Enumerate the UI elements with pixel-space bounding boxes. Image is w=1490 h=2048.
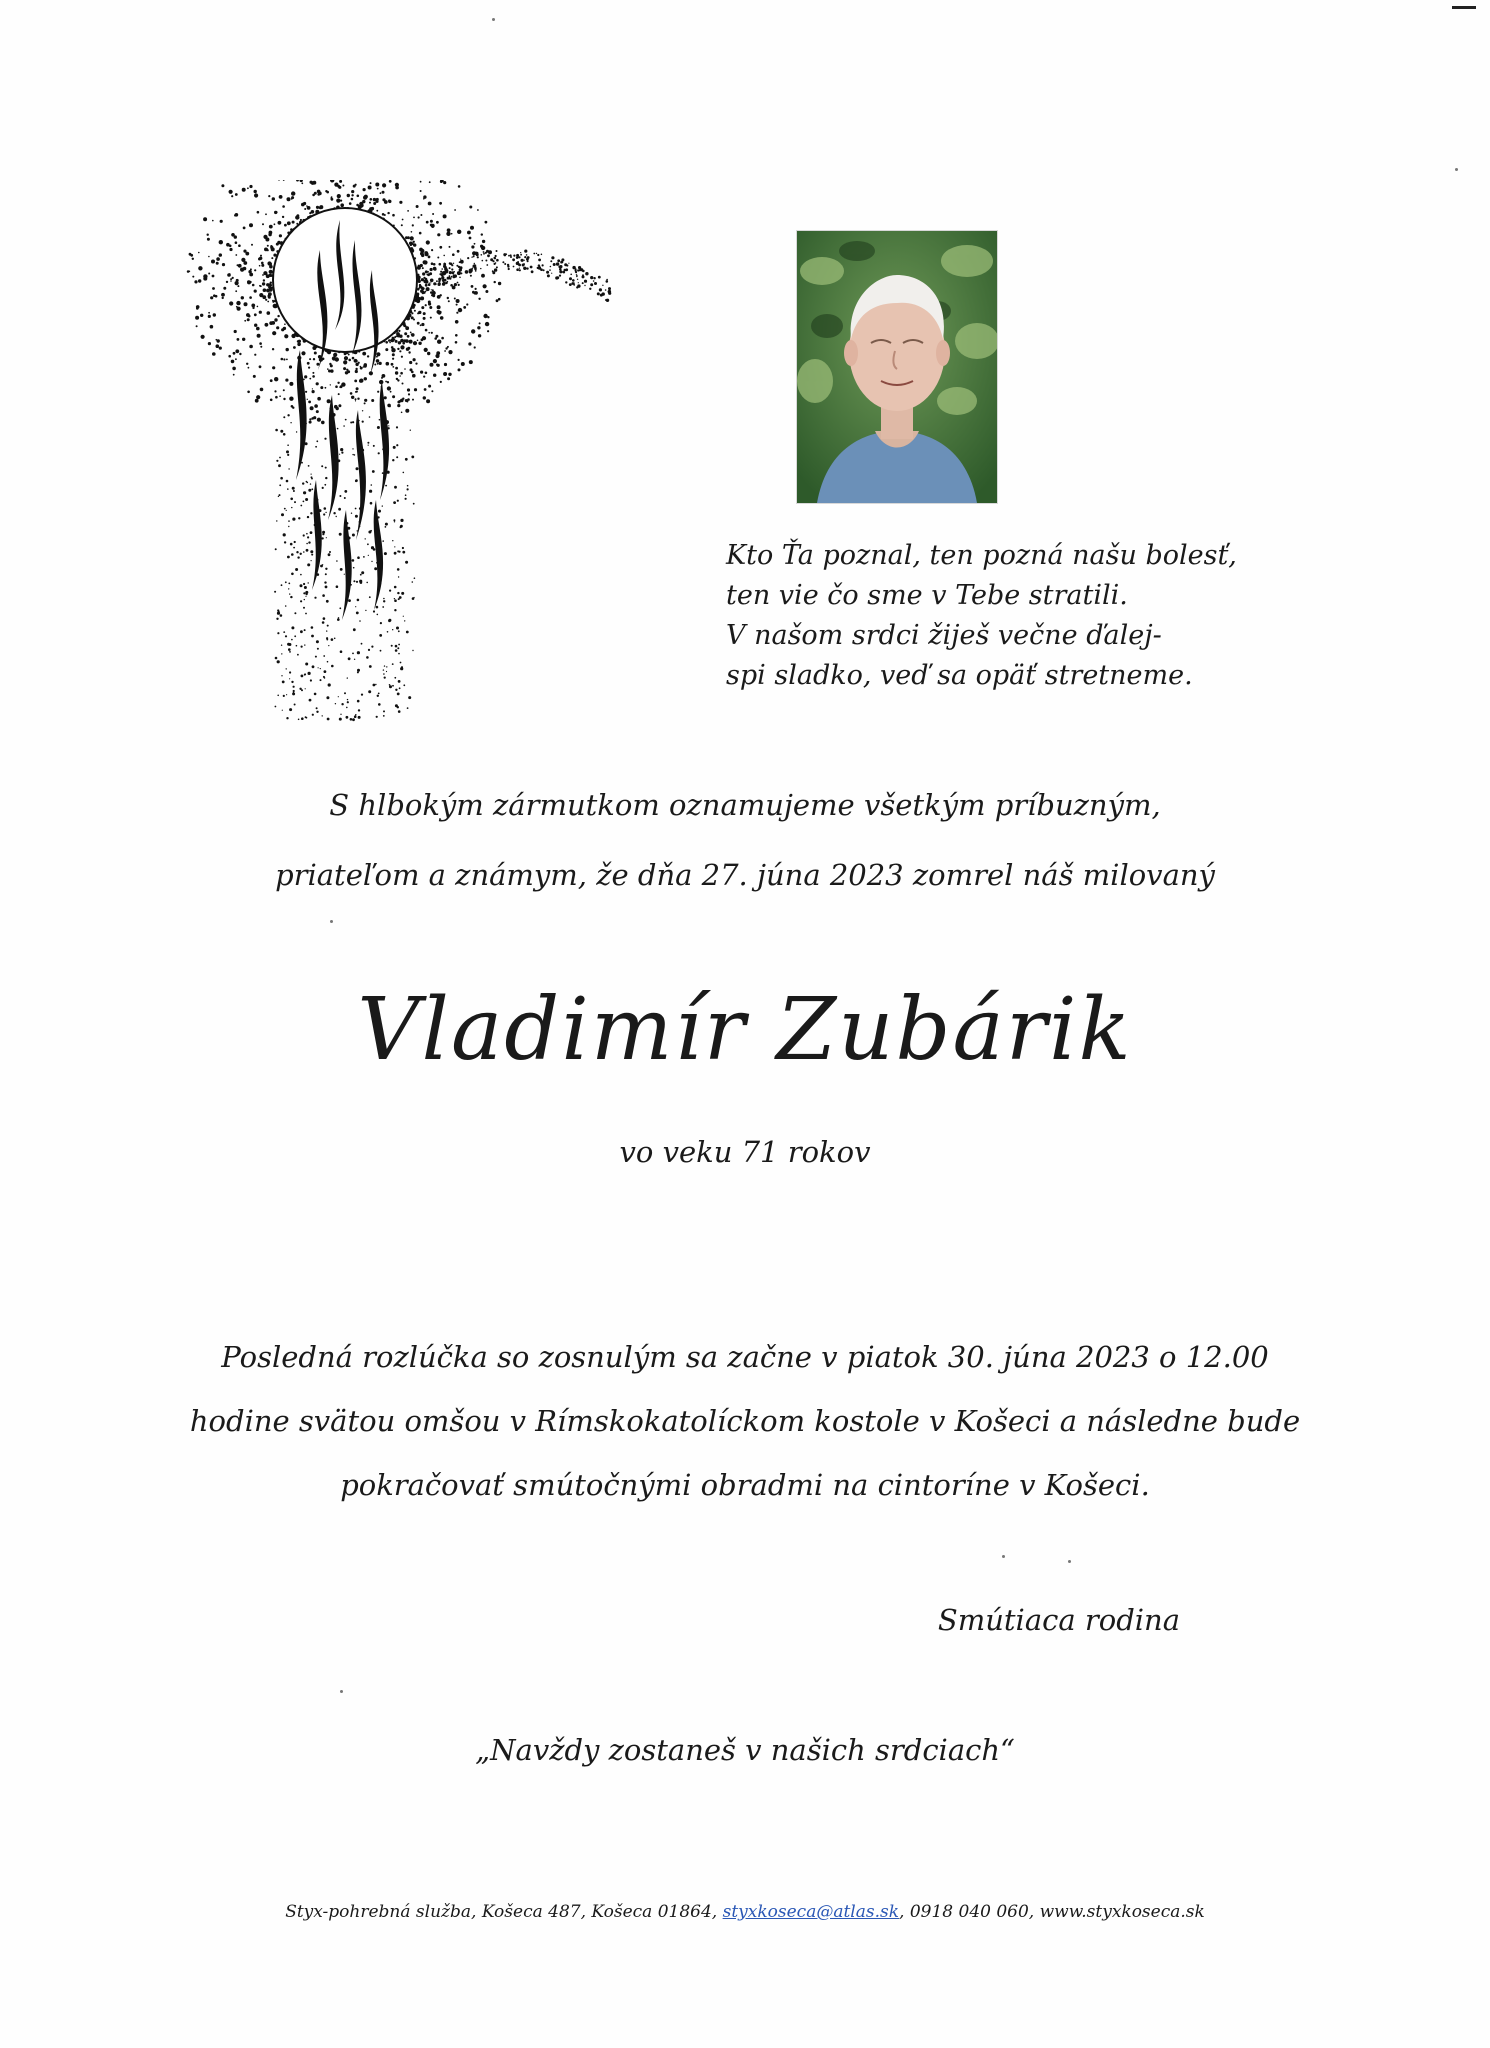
announcement-line: S hlbokým zármutkom oznamujeme všetkým príbuzným, xyxy=(329,788,1161,822)
scan-edge-mark xyxy=(1452,6,1476,9)
funeral-line: hodine svätou omšou v Rímskokatolíckom kostole v Košeci a následne bude xyxy=(189,1404,1301,1438)
scan-speck xyxy=(330,920,333,923)
poem-line: spi sladko, veď sa opäť stretneme. xyxy=(726,660,1193,691)
scan-speck xyxy=(1002,1555,1005,1558)
poem-line: ten vie čo sme v Tebe stratili. xyxy=(726,580,1128,611)
footer-prefix: Styx-pohrebná služba, Košeca 487, Košeca 01864, xyxy=(285,1902,718,1922)
funeral-line: Posledná rozlúčka so zosnulým sa začne v piatok 30. júna 2023 o 12.00 xyxy=(221,1340,1269,1374)
funeral-details xyxy=(150,1325,1340,1517)
announcement xyxy=(150,770,1340,910)
portrait-icon xyxy=(797,231,997,503)
memorial-quote: „Navždy zostaneš v našich srdciach“ xyxy=(475,1733,1015,1767)
deceased-name: Vladimír Zubárik xyxy=(357,980,1133,1080)
scan-speck xyxy=(1455,168,1458,171)
scan-speck xyxy=(1068,1560,1071,1563)
poem-line: V našom srdci žiješ večne ďalej- xyxy=(726,620,1162,651)
email-link[interactable]: styxkoseca@atlas.sk xyxy=(722,1902,900,1922)
scan-speck xyxy=(340,1690,343,1693)
scan-speck xyxy=(492,18,495,21)
funeral-service-footer xyxy=(150,1897,1340,1927)
poem xyxy=(726,536,1246,696)
moon-flame-ornament-icon xyxy=(150,180,620,740)
poem-line: Kto Ťa poznal, ten pozná našu bolesť, xyxy=(726,540,1237,571)
portrait-photo xyxy=(796,230,998,504)
announcement-line: priateľom a známym, že dňa 27. júna 2023 zomrel náš milovaný xyxy=(275,858,1215,892)
family-signature: Smútiaca rodina xyxy=(937,1603,1180,1637)
deceased-age: vo veku 71 rokov xyxy=(619,1135,871,1169)
footer-suffix: , 0918 040 060, www.styxkoseca.sk xyxy=(899,1902,1205,1922)
funeral-line: pokračovať smútočnými obradmi na cintoríne v Košeci. xyxy=(340,1468,1150,1502)
